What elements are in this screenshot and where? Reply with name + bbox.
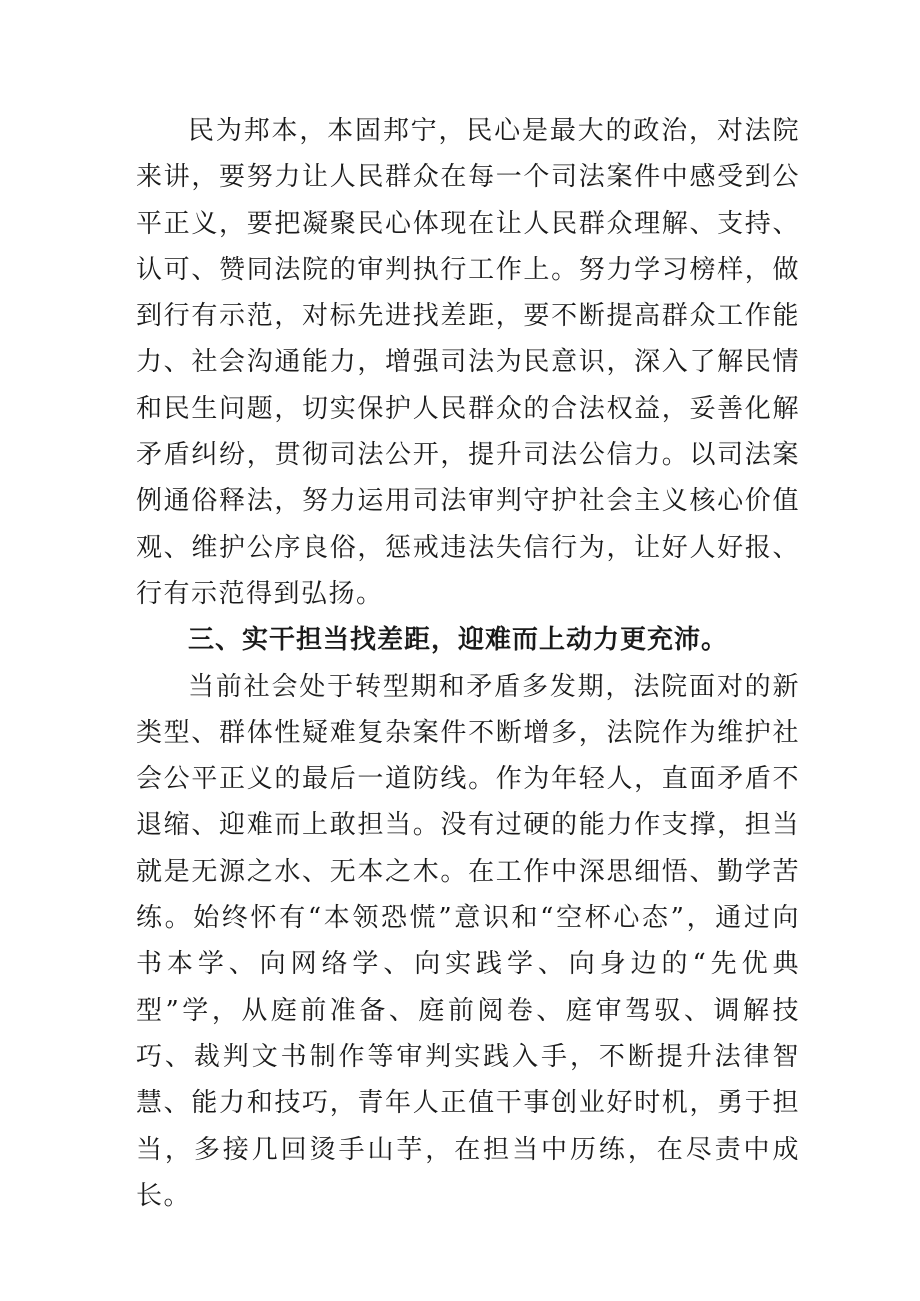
document-body [136,108,800,1219]
body-paragraph: 当前社会处于转型期和矛盾多发期，法院面对的新类型、群体性疑难复杂案件不断增多，法院作为维护社会公平正义的最后一道防线。作为年轻人，直面矛盾不退缩、迎难而上敢担当。没有过硬的能力作支撑，担当就是无源之水、无本之木。在工作中深思细悟、勤学苦练。始终怀有“本领恐慌”意识和“空杯心态”，通过向书本学、向网络学、向实践学、向身边的“先优典型”学，从庭前准备、庭前阅卷、庭审驾驭、调解技巧、裁判文书制作等审判实践入手，不断提升法律智慧、能力和技巧，青年人正值干事创业好时机，勇于担当，多接几回烫手山芋，在担当中历练，在尽责中成长。 [136,671,800,1211]
body-paragraph: 民为邦本，本固邦宁，民心是最大的政治，对法院来讲，要努力让人民群众在每一个司法案件中感受到公平正义，要把凝聚民心体现在让人民群众理解、支持、认可、赞同法院的审判执行工作上。努力学习榜样，做到行有示范，对标先进找差距，要不断提高群众工作能力、社会沟通能力，增强司法为民意识，深入了解民情和民生问题，切实保护人民群众的合法权益，妥善化解矛盾纠纷，贯彻司法公开，提升司法公信力。以司法案例通俗释法，努力运用司法审判守护社会主义核心价值观、维护公序良俗，惩戒违法失信行为，让好人好报、行有示范得到弘扬。 [136,116,800,609]
section-heading: 三、实干担当找差距，迎难而上动力更充沛。 [188,625,729,656]
